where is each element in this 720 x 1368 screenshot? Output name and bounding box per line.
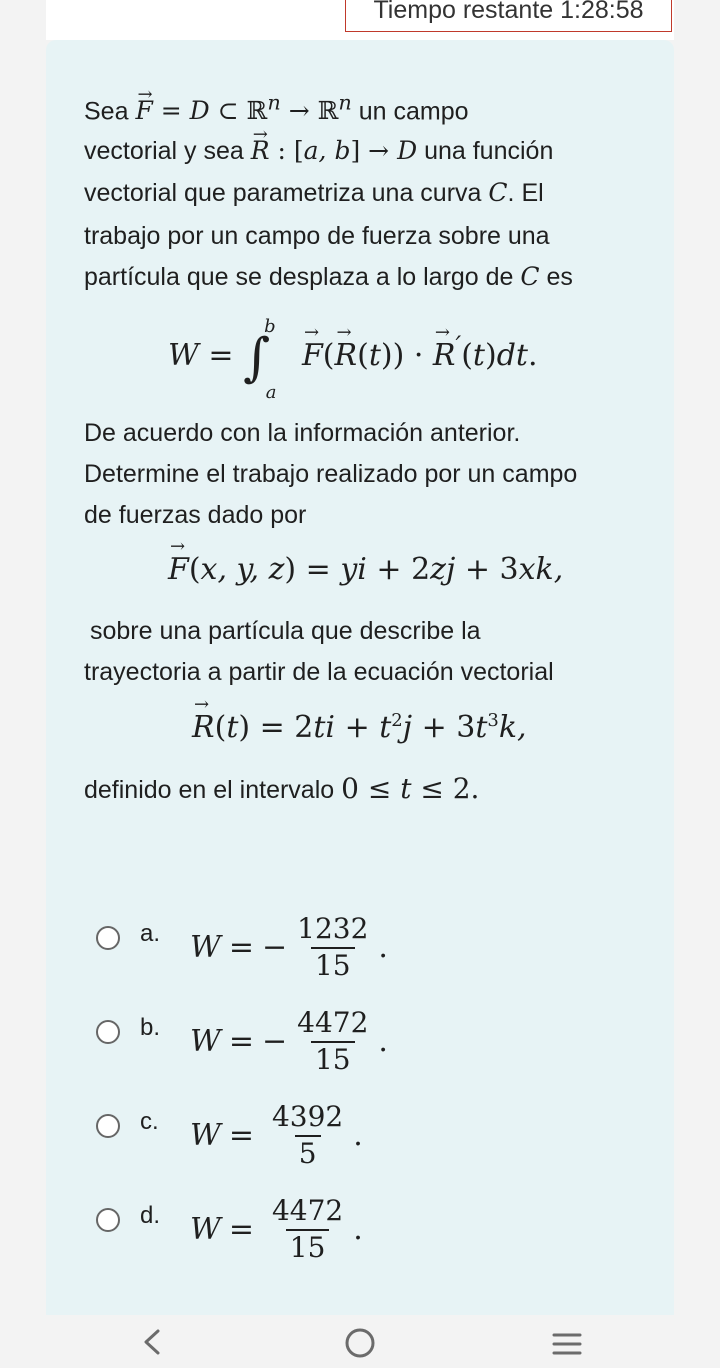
option-letter: c. (140, 1108, 159, 1135)
math-F-domain: → F = D ⊂ ℝ$^n$ → ℝ$^n$ (135, 96, 351, 125)
intro-line-4: trabajo por un campo de fuerza sobre una (84, 222, 550, 250)
intro-line-5: partícula que se desplaza a lo largo de C es (84, 262, 573, 291)
recent-apps-icon[interactable] (552, 1329, 582, 1359)
option-b[interactable] (96, 1006, 496, 1076)
math-R-param: → R : [a, b] → D (251, 136, 417, 165)
option-letter: a. (140, 920, 161, 947)
home-icon[interactable] (344, 1327, 376, 1359)
radio-d[interactable] (96, 1208, 120, 1232)
p2-line-1: De acuerdo con la información anterior. (84, 419, 521, 447)
p3-line-2: trayectoria a partir de la ecuación vectorial (84, 658, 554, 686)
navigation-bar (0, 1315, 720, 1368)
trajectory-equation: → $R(t) = 2ti + t^2j + 3t^3k$, (192, 710, 527, 745)
intro-line-2: vectorial y sea → R : [a, b] → D una función (84, 130, 553, 172)
force-field-equation: → F(x, y, z) = yi + 2zj + 3xk, (168, 552, 563, 587)
option-c[interactable] (96, 1100, 496, 1170)
time-remaining: Tiempo restante 1:28:58 (345, 0, 672, 32)
p3-line-1: sobre una partícula que describe la (90, 617, 481, 645)
option-expression: W = $\frac{4472}{15}$ . (190, 1194, 363, 1264)
radio-a[interactable] (96, 926, 120, 950)
radio-c[interactable] (96, 1114, 120, 1138)
work-integral-equation: W = ∫$^b_a$ → F(→ R(t)) · → R′(t)dt. (168, 318, 538, 378)
radio-b[interactable] (96, 1020, 120, 1044)
option-a[interactable] (96, 912, 496, 982)
p4-line: definido en el intervalo 0 ≤ t ≤ 2. (84, 772, 480, 805)
intro-line-1: Sea → F = D ⊂ ℝ$^n$ → ℝ$^n$ un campo (84, 82, 469, 132)
option-expression: W = − $\frac{1232}{15}$ . (190, 912, 388, 982)
option-d[interactable] (96, 1194, 496, 1264)
intro-line-3: vectorial que parametriza una curva C. El (84, 178, 544, 207)
p2-line-2: Determine el trabajo realizado por un campo (84, 460, 578, 488)
back-icon[interactable] (138, 1327, 168, 1357)
option-letter: b. (140, 1014, 161, 1041)
option-expression: W = − $\frac{4472}{15}$ . (190, 1006, 388, 1076)
p2-line-3: de fuerzas dado por (84, 501, 307, 529)
option-expression: W = $\frac{4392}{5}$ . (190, 1100, 363, 1170)
option-letter: d. (140, 1202, 161, 1229)
